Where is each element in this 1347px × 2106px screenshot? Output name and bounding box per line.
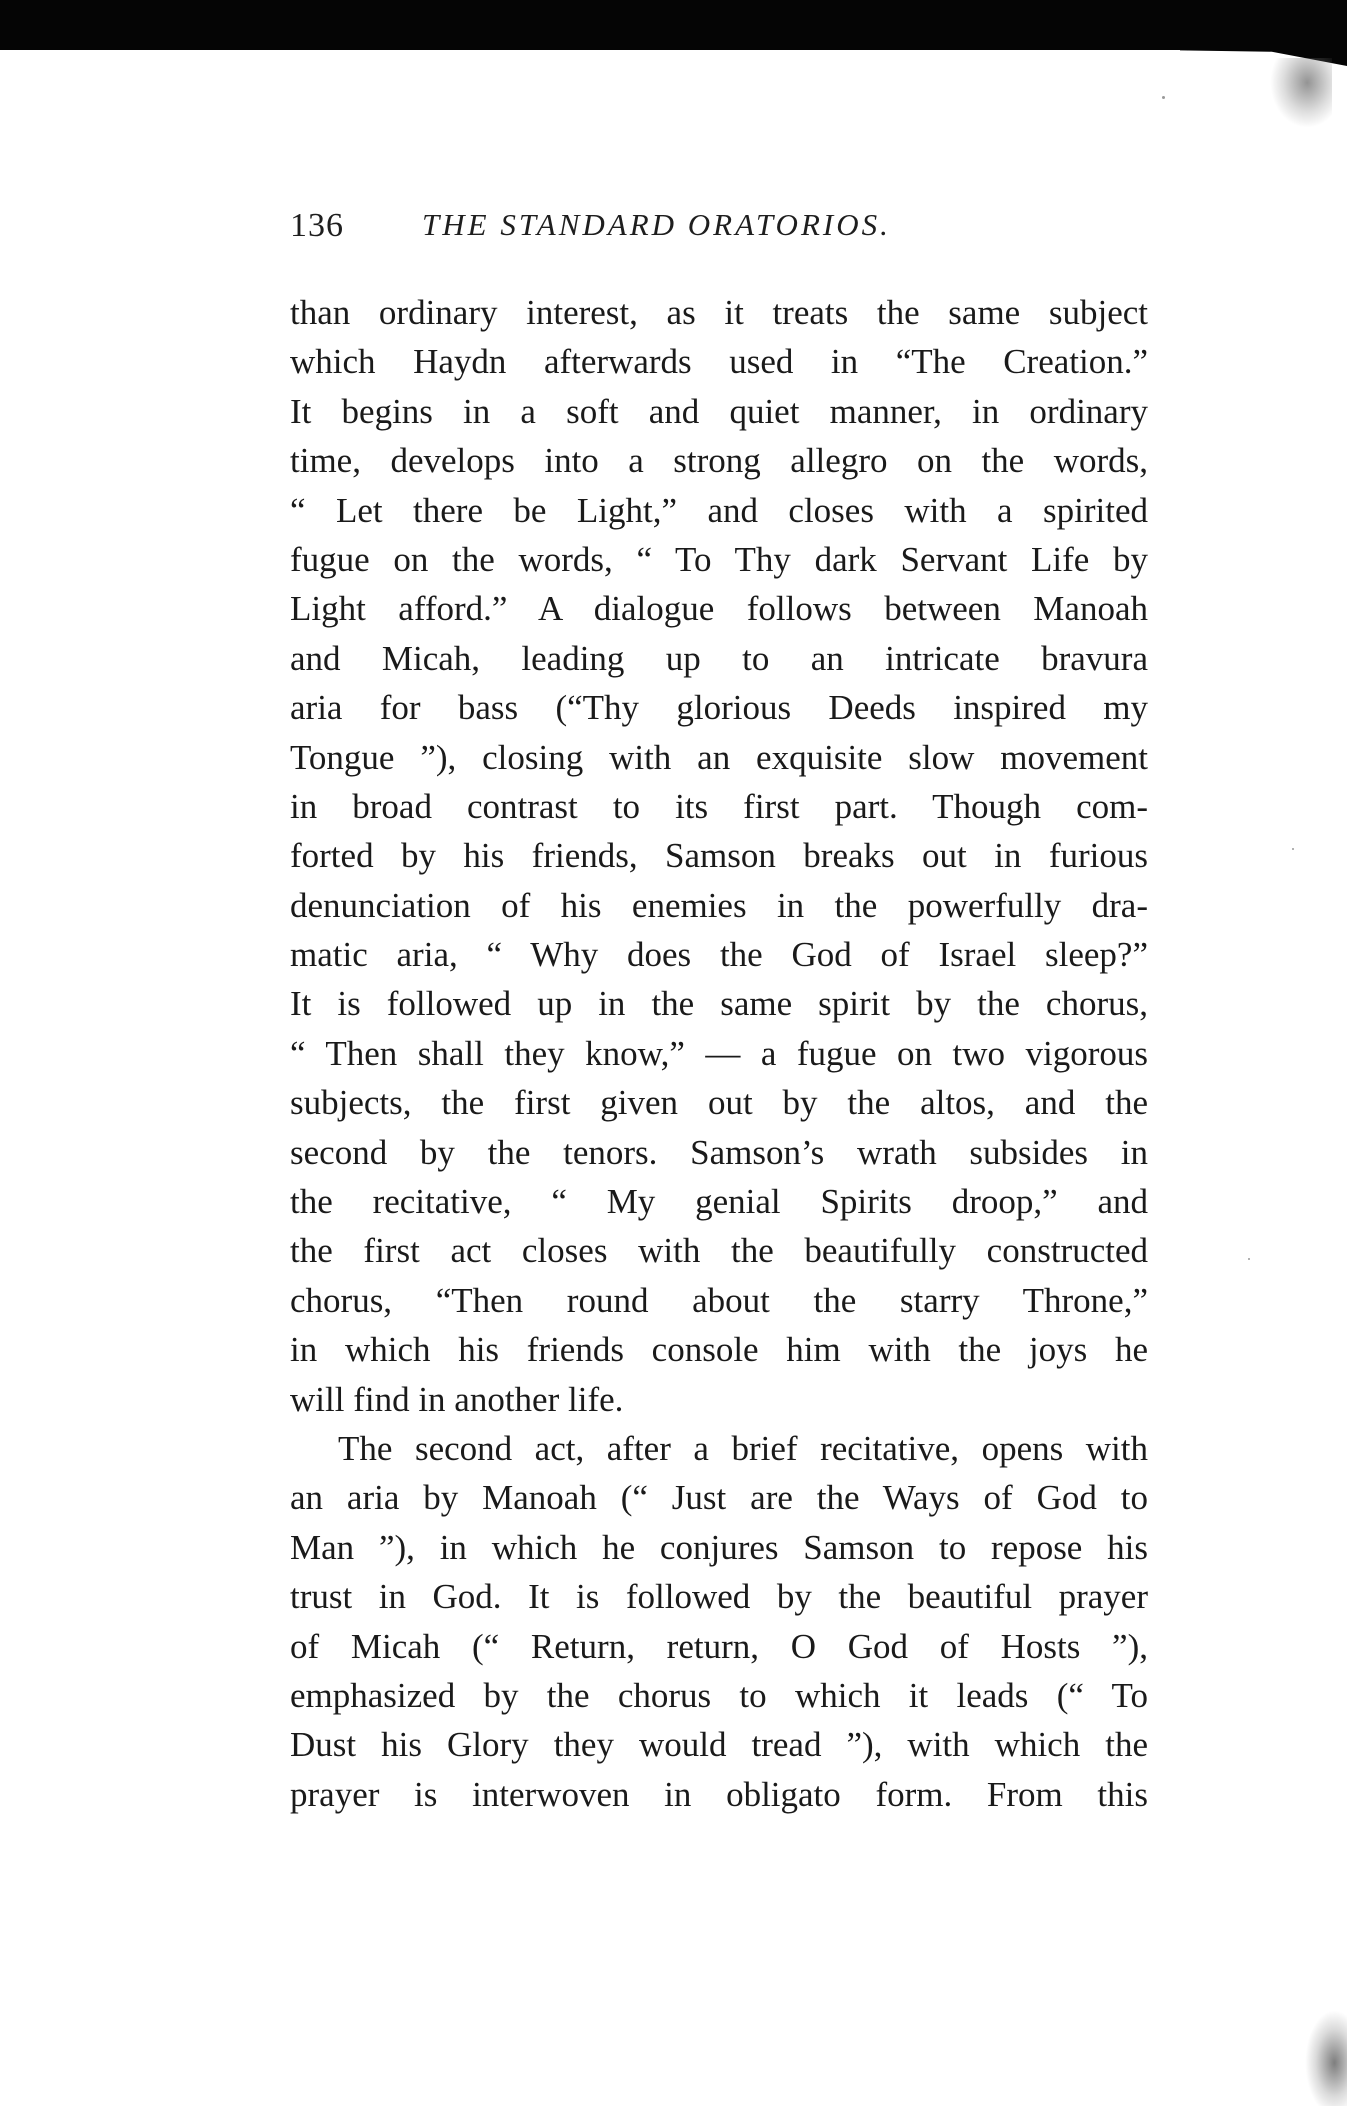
page-top-shadow <box>0 0 1347 50</box>
text-line: time, develops into a strong allegro on the words, <box>290 441 1148 481</box>
text-line: The second act, after a brief recitative, opens with <box>338 1428 1148 1468</box>
text-line: matic aria, “ Why does the God of Israel sleep?” <box>290 935 1148 975</box>
speck <box>1292 848 1294 850</box>
text-line: Tongue ”), closing with an exquisite slow movement <box>290 737 1148 777</box>
ink-smudge-top-right <box>1270 58 1332 128</box>
text-line: “ Let there be Light,” and closes with a spirited <box>290 490 1148 530</box>
text-line: prayer is interwoven in obligato form. From this <box>290 1774 1148 1814</box>
text-line: fugue on the words, “ To Thy dark Servant Life by <box>290 539 1148 579</box>
text-line: forted by his friends, Samson breaks out in furious <box>290 836 1148 876</box>
page-number: 136 <box>290 207 344 244</box>
text-line: of Micah (“ Return, return, O God of Hosts ”), <box>290 1626 1148 1666</box>
text-line: the first act closes with the beautifully constructed <box>290 1231 1148 1271</box>
ink-smudge-bottom-right <box>1305 2010 1347 2106</box>
body-text <box>290 288 1148 1819</box>
running-header <box>290 207 1190 257</box>
text-line: will find in another life. <box>290 1379 624 1419</box>
text-line: than ordinary interest, as it treats the same subject <box>290 293 1148 332</box>
paragraph <box>290 1424 1148 1819</box>
text-line: in which his friends console him with the joys he <box>290 1330 1148 1370</box>
text-line: subjects, the first given out by the altos, and the <box>290 1083 1148 1123</box>
text-line: and Micah, leading up to an intricate bravura <box>290 638 1148 678</box>
speck <box>1248 1258 1250 1260</box>
text-line: “ Then shall they know,” — a fugue on two vigorous <box>290 1033 1148 1073</box>
text-line: Man ”), in which he conjures Samson to repose his <box>290 1527 1148 1567</box>
text-line: denunciation of his enemies in the powerfully dra- <box>290 885 1148 925</box>
text-line: aria for bass (“Thy glorious Deeds inspired my <box>290 688 1148 728</box>
text-line: Dust his Glory they would tread ”), with which the <box>290 1725 1148 1765</box>
text-line: an aria by Manoah (“ Just are the Ways of God to <box>290 1478 1148 1518</box>
text-line: emphasized by the chorus to which it leads (“ To <box>290 1675 1148 1715</box>
text-line: It is followed up in the same spirit by the chorus, <box>290 984 1148 1024</box>
text-line: Light afford.” A dialogue follows between Manoah <box>290 589 1148 629</box>
text-line: which Haydn afterwards used in “The Creation.” <box>290 342 1148 382</box>
text-line: the recitative, “ My genial Spirits droop,” and <box>290 1182 1148 1222</box>
text-line: chorus, “Then round about the starry Throne,” <box>290 1280 1148 1320</box>
text-line: second by the tenors. Samson’s wrath subsides in <box>290 1132 1148 1172</box>
paragraph <box>290 288 1148 1424</box>
text-line: It begins in a soft and quiet manner, in ordinary <box>290 391 1148 431</box>
speck <box>1162 96 1165 99</box>
text-line: in broad contrast to its first part. Though com- <box>290 786 1148 826</box>
text-line: trust in God. It is followed by the beautiful prayer <box>290 1577 1148 1617</box>
running-title: THE STANDARD ORATORIOS. <box>422 207 891 242</box>
